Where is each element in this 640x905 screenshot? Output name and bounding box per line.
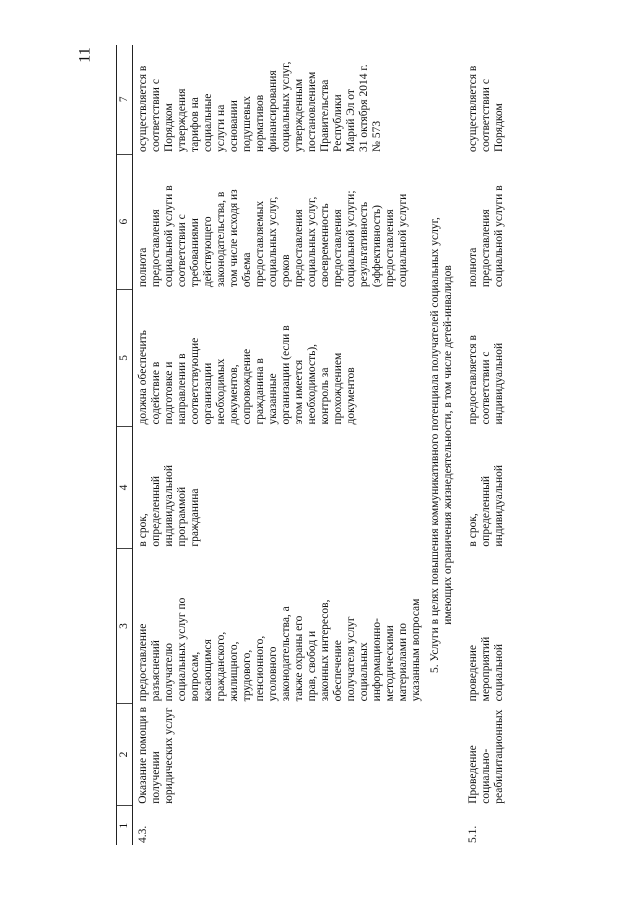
text-line: предоставления — [293, 209, 305, 288]
text-line: прав, свобод и — [306, 630, 318, 702]
text-line: социально- — [480, 748, 492, 804]
text-line: социальные — [202, 93, 214, 153]
row-5-1-service-name — [463, 703, 506, 805]
text-line: своевременность — [319, 203, 331, 288]
text-line: том числе исходя из — [228, 189, 240, 288]
header-col-2: 2 — [117, 703, 133, 805]
text-line: уголовного — [267, 646, 279, 702]
text-line: соответствии с — [176, 214, 188, 288]
text-line: Оказание помощи в — [137, 706, 149, 804]
text-line: полнота — [137, 247, 149, 288]
text-line: социальных — [358, 642, 370, 702]
page-number: 11 — [76, 47, 94, 63]
text-line: получении — [150, 751, 162, 804]
row-4-3-service-name — [133, 703, 424, 805]
text-line: индивидуальной — [493, 464, 505, 547]
text-line: касающимся — [202, 639, 214, 702]
text-line: в срок, — [137, 513, 149, 547]
row-4-3-description — [133, 549, 424, 704]
text-line: социальной услуги; — [345, 190, 357, 288]
text-line: подготовке и — [163, 361, 175, 425]
text-line: документов — [345, 367, 357, 425]
text-line: 31 октября 2014 г. — [358, 64, 370, 153]
text-line: реабилитационных — [493, 709, 505, 804]
text-line: предоставляемых — [254, 200, 266, 288]
text-line: (эффективность) — [371, 205, 383, 288]
text-line: получателю — [163, 643, 175, 702]
text-line: сроков — [280, 254, 292, 288]
row-4-3-number: 4.3. — [137, 825, 149, 843]
text-line: информационно- — [371, 617, 383, 702]
text-line: организации (если в — [280, 325, 292, 425]
text-line: соответствии с — [150, 79, 162, 153]
text-line: социальной услуги в — [163, 185, 175, 288]
text-line: контроль за — [319, 367, 331, 425]
text-line: документов, — [228, 364, 240, 425]
text-line: в срок, — [467, 513, 479, 547]
text-line: Республики — [332, 94, 344, 153]
row-5-1-tariff — [463, 45, 506, 154]
text-line: полнота — [467, 247, 479, 288]
text-line: Правительства — [319, 79, 331, 153]
text-line: объема — [241, 252, 253, 288]
rotated-document — [116, 45, 586, 845]
text-line: требованиями — [189, 218, 201, 288]
header-col-1: 1 — [117, 806, 133, 845]
text-line: социальных услуг, — [306, 196, 318, 288]
text-line: этом имеется — [293, 359, 305, 425]
text-line: разъяснений — [150, 640, 162, 702]
text-line: утверждения — [176, 88, 188, 153]
text-line: трудового, — [241, 649, 253, 702]
text-line: предоставление — [137, 623, 149, 702]
row-4-3-timing — [133, 427, 424, 549]
text-line: соответствии с — [480, 79, 492, 153]
header-col-4: 4 — [117, 427, 133, 549]
text-line: обеспечение — [332, 640, 344, 702]
text-line: мероприятий — [480, 636, 492, 702]
text-line: социальных услуг, — [267, 196, 279, 288]
text-line: соответствующие — [189, 337, 201, 425]
text-line: предоставления — [150, 209, 162, 288]
text-line: указанные — [267, 373, 279, 425]
text-line: сопровождение — [241, 348, 253, 425]
text-line: направлении в — [176, 353, 188, 425]
text-line: действующего — [202, 216, 214, 288]
text-line: законодательства, в — [215, 191, 227, 288]
table-row-5-1 — [463, 45, 506, 845]
text-line: социальной услуги — [397, 193, 409, 288]
header-col-5: 5 — [117, 289, 133, 426]
row-4-3-quality — [133, 154, 424, 289]
text-line: проведение — [467, 644, 479, 702]
text-line: подушевых — [241, 95, 253, 153]
row-5-1-conditions — [463, 289, 506, 426]
text-line: законных интересов, — [319, 599, 331, 702]
text-line: индивидуальной — [493, 342, 505, 425]
text-line: определенный — [480, 475, 492, 547]
text-line: содействие в — [150, 361, 162, 425]
row-5-1-quality — [463, 154, 506, 289]
text-line: социальных услуг по — [176, 597, 188, 702]
table-header-row — [117, 45, 133, 845]
text-line: гражданина в — [254, 358, 266, 425]
text-line: индивидуальной — [163, 464, 175, 547]
text-line: социальной услуги в — [493, 185, 505, 288]
text-line: предоставляется в — [467, 335, 479, 425]
text-line: необходимость), — [306, 343, 318, 425]
text-line: результативность — [358, 201, 370, 288]
text-line: определенный — [150, 475, 162, 547]
text-line: предоставления — [332, 209, 344, 288]
text-line: гражданина — [189, 488, 201, 547]
text-line: предоставления — [384, 209, 396, 288]
text-line: должна обеспечить — [137, 330, 149, 425]
text-line: законодательства, а — [280, 606, 292, 702]
text-line: постановлением — [306, 71, 318, 153]
text-line: услуги на — [215, 104, 227, 153]
text-line: программой — [176, 486, 188, 547]
row-5-1-number: 5.1. — [467, 825, 479, 843]
text-line: юридических услуг — [163, 707, 175, 804]
text-line: вопросам, — [189, 651, 201, 702]
header-col-7: 7 — [117, 45, 133, 154]
text-line: пенсионного, — [254, 635, 266, 702]
text-line: нормативов — [254, 94, 266, 153]
text-line: тарифов на — [189, 97, 201, 153]
section-5-heading: 5. Услуги в целях повышения коммуникативного потенциала получателей социальных услуг, имеющих ограничения жизнедеятельности, в том числе детей-инвалидов — [429, 217, 454, 673]
text-line: основании — [228, 100, 240, 153]
text-line: социальной — [493, 643, 505, 702]
text-line: предоставления — [480, 209, 492, 288]
text-line: указанным вопросам — [410, 598, 422, 702]
text-line: жилищного, — [228, 641, 240, 702]
row-5-1-timing — [463, 427, 506, 549]
text-line: осуществляется в — [137, 65, 149, 153]
row-4-3-tariff — [133, 45, 424, 154]
text-line: осуществляется в — [467, 65, 479, 153]
text-line: методическими — [384, 625, 396, 702]
header-col-3: 3 — [117, 549, 133, 704]
section-5-heading-row — [423, 45, 463, 845]
text-line: прохождением — [332, 352, 344, 425]
services-table — [116, 45, 506, 845]
table-row-4-3 — [133, 45, 424, 845]
text-line: Марий Эл от — [345, 89, 357, 153]
text-line: № 573 — [371, 120, 383, 153]
row-5-1-description — [463, 549, 506, 704]
text-line: Порядком — [493, 103, 505, 153]
text-line: гражданского, — [215, 631, 227, 702]
text-line: получателя услуг — [345, 616, 357, 702]
text-line: социальных услуг, — [280, 61, 292, 153]
text-line: утвержденным — [293, 78, 305, 153]
row-4-3-conditions — [133, 289, 424, 426]
text-line: организации — [202, 362, 214, 425]
text-line: материалами по — [397, 623, 409, 702]
header-col-6: 6 — [117, 154, 133, 289]
text-line: Проведение — [467, 745, 479, 804]
text-line: Порядком — [163, 103, 175, 153]
text-line: необходимых — [215, 358, 227, 425]
text-line: финансирования — [267, 70, 279, 153]
text-line: соответствии с — [480, 351, 492, 425]
text-line: также охраны его — [293, 615, 305, 702]
